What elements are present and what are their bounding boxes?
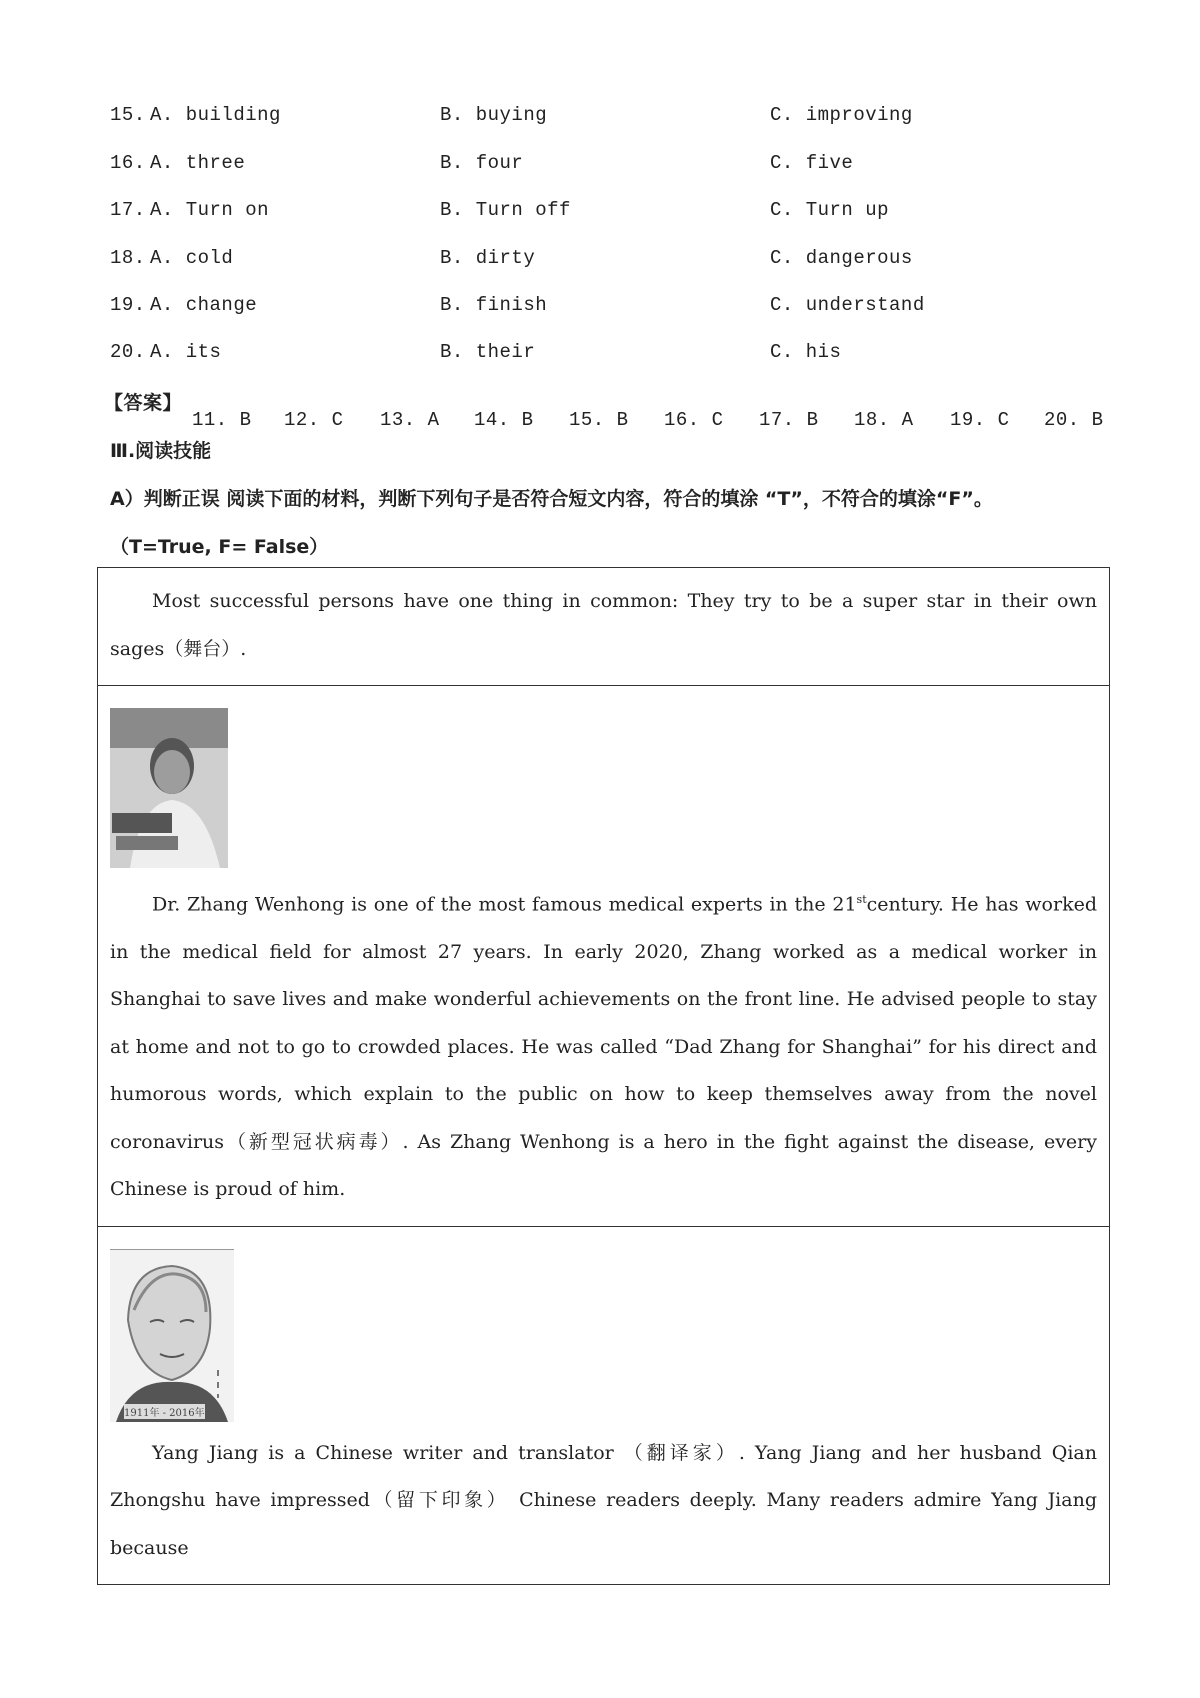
answer-item: 19. C	[950, 409, 1010, 431]
yang-paragraph: Yang Jiang is a Chinese writer and translator （翻译家）. Yang Jiang and her husband Qian Zhongshu have impressed（留下印象） Chinese readers deeply. Many readers admire Yang Jiang because	[110, 1441, 1097, 1559]
option-c: C. dangerous	[770, 247, 913, 269]
option-a: A. its	[150, 341, 222, 363]
zhang-paragraph	[110, 876, 1097, 1214]
answer-item: 11. B	[192, 409, 252, 431]
answer-item: 13. A	[380, 409, 440, 431]
option-row	[110, 104, 1110, 134]
option-row	[110, 152, 1110, 182]
option-b: B. four	[440, 152, 524, 174]
option-a: A. three	[150, 152, 246, 174]
zhang-wenhong-photo	[110, 708, 228, 868]
option-a: A. change	[150, 294, 258, 316]
answer-row	[104, 388, 1104, 431]
intro-cell	[98, 568, 1110, 686]
option-b: B. their	[440, 341, 536, 363]
question-number: 15.	[110, 104, 146, 126]
option-c: C. Turn up	[770, 199, 890, 221]
yang-photo-caption: 1911年 - 2016年	[124, 1404, 205, 1419]
option-b: B. Turn off	[440, 199, 571, 221]
answer-item: 14. B	[474, 409, 534, 431]
option-c: C. understand	[770, 294, 925, 316]
answer-item: 12. C	[284, 409, 344, 431]
answer-item: 17. B	[759, 409, 819, 431]
answer-item: 16. C	[664, 409, 724, 431]
reading-passage-table	[97, 567, 1110, 1585]
question-number: 19.	[110, 294, 146, 316]
option-row	[110, 294, 1110, 324]
question-number: 17.	[110, 199, 146, 221]
option-c: C. improving	[770, 104, 913, 126]
yang-cell	[98, 1226, 1110, 1585]
answer-item: 20. B	[1044, 409, 1104, 431]
section-title: Ⅲ.阅读技能	[110, 440, 212, 462]
option-c: C. five	[770, 152, 854, 174]
option-c: C. his	[770, 341, 842, 363]
option-a: A. cold	[150, 247, 234, 269]
answer-label: 【答案】	[104, 392, 183, 414]
yang-jiang-photo	[110, 1249, 234, 1422]
option-b: B. buying	[440, 104, 548, 126]
option-row	[110, 341, 1110, 371]
zhang-sup: st	[856, 893, 867, 906]
answer-item: 15. B	[569, 409, 629, 431]
zhang-text-rest: century. He has worked in the medical field for almost 27 years. In early 2020, Zhang worked as a medical worker in Shanghai to save lives and make wonderful achievements on the front line. He advised people to stay at home and not to go to crowded places. He was called “Dad Zhang for Shanghai” for his direct and humorous words, which explain to the public on how to keep themselves away from the novel coronavirus（新型冠状病毒）. As Zhang Wenhong is a hero in the fight against the disease, every Chinese is proud of him.	[110, 893, 1098, 1201]
instruction-line-2: （T=True, F= False）	[110, 536, 329, 558]
option-row	[110, 247, 1110, 277]
option-b: B. dirty	[440, 247, 536, 269]
intro-paragraph: Most successful persons have one thing in common: They try to be a super star in their own sages（舞台）.	[110, 590, 1097, 660]
answer-item: 18. A	[854, 409, 914, 431]
question-number: 20.	[110, 341, 146, 363]
option-row	[110, 199, 1110, 229]
option-a: A. Turn on	[150, 199, 270, 221]
instruction-line-1: A）判断正误 阅读下面的材料，判断下列句子是否符合短文内容，符合的填涂 “T”，不符合的填涂“F”。	[110, 488, 993, 510]
zhang-cell	[98, 686, 1110, 1227]
option-a: A. building	[150, 104, 281, 126]
question-number: 16.	[110, 152, 146, 174]
question-number: 18.	[110, 247, 146, 269]
option-b: B. finish	[440, 294, 548, 316]
zhang-text-start: Dr. Zhang Wenhong is one of the most famous medical experts in the 21	[152, 893, 857, 916]
